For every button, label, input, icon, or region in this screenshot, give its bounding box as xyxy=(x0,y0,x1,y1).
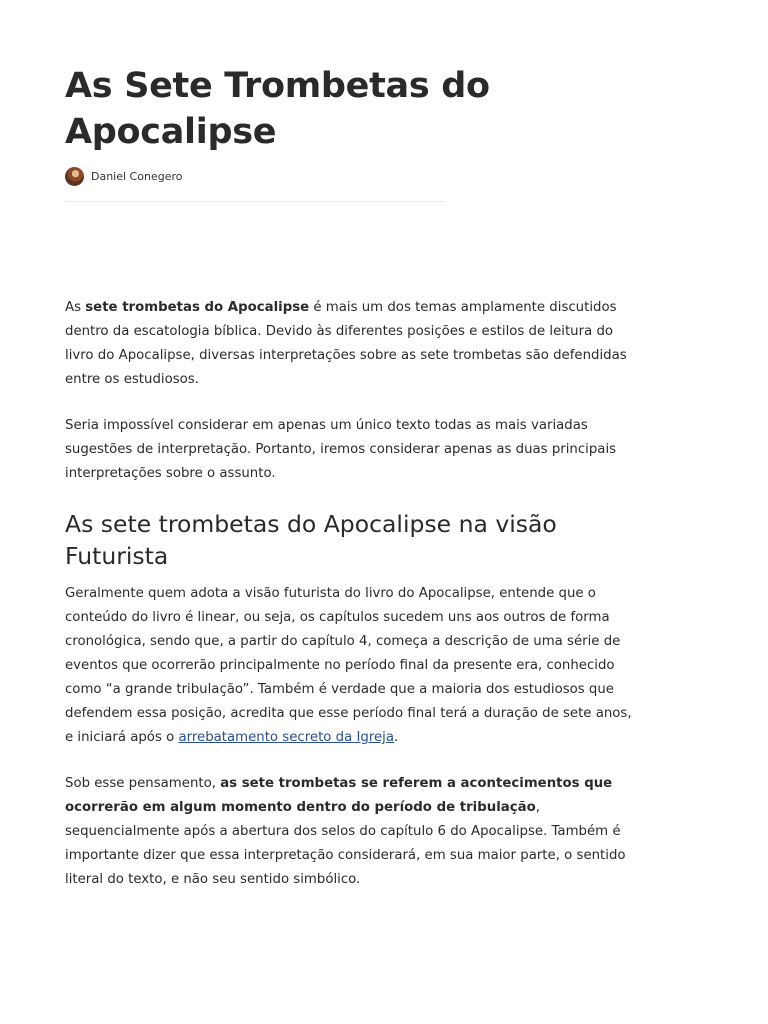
paragraph-intro xyxy=(65,296,637,392)
author-avatar[interactable] xyxy=(65,167,84,186)
page-title: As Sete Trombetas do Apocalipse xyxy=(65,66,490,152)
article-body xyxy=(65,296,637,914)
section-heading: As sete trombetas do Apocalipse na visão Futurista xyxy=(65,510,557,570)
paragraph-text: . xyxy=(394,730,399,745)
author-name[interactable]: Daniel Conegero xyxy=(91,169,183,183)
bold-text: sete trombetas do Apocalipse xyxy=(85,300,310,315)
paragraph-scope: Seria impossível considerar em apenas um único texto todas as mais variadas sugestões de interpretação. Portanto, iremos considerar apenas as duas principais interpretações sobre o assunto. xyxy=(65,418,617,481)
paragraph-text: é mais um dos temas amplamente discutidos dentro da escatologia bíblica. Devido às diferentes posições e estilos de leitura do livro do Apocalipse, diversas interpretações sobre as sete trombetas são defendidas entre os estudiosos. xyxy=(65,300,627,387)
paragraph-trumpets-meaning xyxy=(65,772,637,892)
rapture-link[interactable]: arrebatamento secreto da Igreja xyxy=(178,730,395,745)
bold-text: as sete trombetas se referem a acontecimentos que ocorrerão em algum momento dentro do período de tribulação xyxy=(65,776,613,815)
byline xyxy=(65,165,182,187)
paragraph-text: Geralmente quem adota a visão futurista do livro do Apocalipse, entende que o conteúdo do livro é linear, ou seja, os capítulos sucedem uns aos outros de forma cronológica, sendo que, a partir do capítulo 4, começa a descrição de uma série de eventos que ocorrerão principalmente no período final da presente era, conhecido como “a grande tribulação”. Também é verdade que a maioria dos estudiosos que defendem essa posição, acredita que esse período final terá a duração de sete anos, e iniciará após o xyxy=(65,586,632,745)
byline-divider xyxy=(65,201,446,202)
paragraph-futurist-view xyxy=(65,582,637,750)
paragraph-text: , sequencialmente após a abertura dos selos do capítulo 6 do Apocalipse. Também é importante dizer que essa interpretação considerará, em sua maior parte, o sentido literal do texto, e não seu sentido simbólico. xyxy=(65,800,626,887)
paragraph-text: Sob esse pensamento, xyxy=(65,776,221,791)
paragraph-text: As xyxy=(65,300,86,315)
